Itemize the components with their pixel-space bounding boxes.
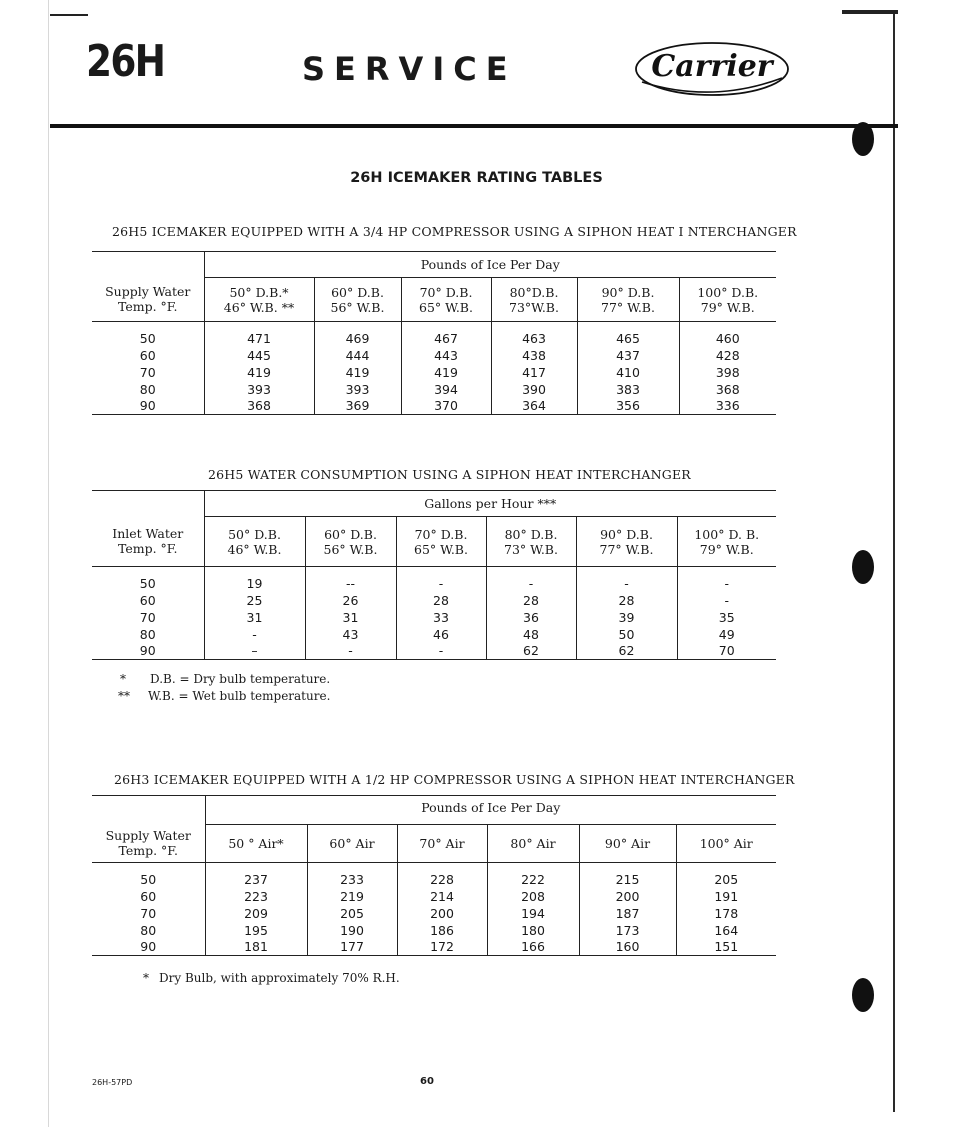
- table3-row-header: [92, 796, 205, 863]
- value-cell: 215: [579, 871, 676, 888]
- column-header: 70° D.B. 65° W.B.: [396, 517, 486, 567]
- temp-cell: 90: [92, 398, 204, 415]
- value-cell: 369: [314, 398, 401, 415]
- value-cell: 62: [576, 643, 677, 660]
- temp-cell: 90: [92, 643, 204, 660]
- column-header: 60° Air: [307, 825, 397, 863]
- temp-cell: 70: [139, 364, 156, 380]
- column-header: 50 ° Air*: [205, 825, 307, 863]
- table-row: [92, 330, 776, 347]
- value-cell: 370: [401, 398, 491, 415]
- punch-hole-3: [852, 978, 874, 1012]
- value-cell: 28: [486, 592, 576, 609]
- column-header: 80° D.B. 73° W.B.: [486, 517, 576, 567]
- punch-hole-1: [852, 122, 874, 156]
- value-cell: 166: [487, 939, 579, 956]
- footnote-text: D.B. = Dry bulb temperature.: [150, 672, 331, 686]
- table1-row-header: [92, 278, 204, 322]
- table-row: [92, 398, 776, 415]
- row-header-line1: Inlet Water: [112, 526, 184, 542]
- column-header: 70° Air: [397, 825, 487, 863]
- value-cell: 19: [204, 575, 305, 592]
- temp-cell: 80: [139, 381, 156, 397]
- corner-rule-left: [50, 14, 88, 16]
- value-cell: 393: [204, 381, 314, 398]
- value-cell: -: [396, 643, 486, 660]
- value-cell: 178: [676, 905, 776, 922]
- value-cell: -: [677, 575, 776, 592]
- ice-rating-table-26h5: [92, 251, 776, 415]
- value-cell: 28: [576, 592, 677, 609]
- header-rule: [50, 124, 898, 128]
- value-cell: 191: [676, 888, 776, 905]
- table-row: [92, 939, 776, 956]
- table-row: [92, 592, 776, 609]
- value-cell: 160: [579, 939, 676, 956]
- ice-rating-table-26h3: [92, 795, 776, 956]
- value-cell: 33: [396, 609, 486, 626]
- value-cell: 209: [205, 905, 307, 922]
- temp-cell: 80: [139, 626, 156, 642]
- punch-hole-2: [852, 550, 874, 584]
- row-header-line2: Temp. °F.: [118, 843, 178, 858]
- value-cell: 443: [401, 347, 491, 364]
- row-header-line1: Supply Water: [105, 828, 191, 843]
- column-header: 90° D.B. 77° W.B.: [576, 517, 677, 567]
- footnote-db: [120, 672, 330, 686]
- table-row: [92, 364, 776, 381]
- value-cell: 173: [579, 922, 676, 939]
- value-cell: 70: [677, 643, 776, 660]
- value-cell: 219: [307, 888, 397, 905]
- table-row: [92, 643, 776, 660]
- table3-group-header: Pounds of Ice Per Day: [205, 796, 776, 825]
- value-cell: 25: [204, 592, 305, 609]
- value-cell: 46: [396, 626, 486, 643]
- corner-rule-right: [842, 10, 898, 14]
- row-header-line1: Supply Water: [105, 284, 191, 300]
- logo-wordmark: Carrier: [651, 49, 773, 84]
- table-row: [92, 575, 776, 592]
- value-cell: 444: [314, 347, 401, 364]
- column-header: 60° D.B. 56° W.B.: [305, 517, 396, 567]
- column-header: 90° Air: [579, 825, 676, 863]
- temp-cell: 70: [139, 609, 156, 625]
- table1-group-header: Pounds of Ice Per Day: [204, 252, 776, 278]
- column-header: 90° D.B. 77° W.B.: [577, 278, 679, 322]
- footnote-wb: [118, 689, 330, 703]
- value-cell: 195: [205, 922, 307, 939]
- table-row: [92, 626, 776, 643]
- row-header-line2: Temp. °F.: [117, 299, 178, 315]
- value-cell: 31: [204, 609, 305, 626]
- value-cell: 172: [397, 939, 487, 956]
- value-cell: 463: [491, 330, 577, 347]
- column-header: 100° D.B. 79° W.B.: [679, 278, 776, 322]
- value-cell: 50: [576, 626, 677, 643]
- value-cell: 181: [205, 939, 307, 956]
- value-cell: 223: [205, 888, 307, 905]
- column-header: 100° Air: [676, 825, 776, 863]
- value-cell: 208: [487, 888, 579, 905]
- temp-cell: 60: [139, 347, 156, 363]
- value-cell: 36: [486, 609, 576, 626]
- value-cell: 336: [679, 398, 776, 415]
- value-cell: 31: [305, 609, 396, 626]
- value-cell: 228: [397, 871, 487, 888]
- temp-cell: 50: [139, 575, 156, 591]
- table1-title: 26H5 ICEMAKER EQUIPPED WITH A 3/4 HP COMPRESSOR USING A SIPHON HEAT I NTERCHANGER: [112, 224, 797, 239]
- temp-cell: 60: [140, 888, 157, 904]
- value-cell: -: [486, 575, 576, 592]
- footnote-air: [143, 971, 400, 985]
- value-cell: 35: [677, 609, 776, 626]
- column-header: 50° D.B.* 46° W.B. **: [204, 278, 314, 322]
- table2-corner: [92, 491, 204, 517]
- value-cell: 419: [314, 364, 401, 381]
- value-cell: -: [396, 575, 486, 592]
- footnote-mark: *: [120, 672, 126, 686]
- value-cell: 39: [576, 609, 677, 626]
- value-cell: 471: [204, 330, 314, 347]
- column-header: 70° D.B. 65° W.B.: [401, 278, 491, 322]
- column-header: 60° D.B. 56° W.B.: [314, 278, 401, 322]
- service-heading: SERVICE: [302, 50, 517, 88]
- water-consumption-table-26h5: [92, 490, 776, 660]
- value-cell: 437: [577, 347, 679, 364]
- value-cell: 190: [307, 922, 397, 939]
- value-cell: 233: [307, 871, 397, 888]
- value-cell: 49: [677, 626, 776, 643]
- table2-title: 26H5 WATER CONSUMPTION USING A SIPHON HEAT INTERCHANGER: [208, 467, 691, 482]
- table1-corner: [92, 252, 204, 278]
- value-cell: 177: [307, 939, 397, 956]
- value-cell: 368: [679, 381, 776, 398]
- value-cell: --: [305, 575, 396, 592]
- carrier-logo: [632, 38, 792, 100]
- column-header: 50° D.B. 46° W.B.: [204, 517, 305, 567]
- value-cell: 222: [487, 871, 579, 888]
- value-cell: 398: [679, 364, 776, 381]
- value-cell: 445: [204, 347, 314, 364]
- table2-row-header: [92, 517, 204, 567]
- value-cell: 467: [401, 330, 491, 347]
- value-cell: 419: [204, 364, 314, 381]
- page-title: 26H ICEMAKER RATING TABLES: [350, 170, 603, 186]
- footnote-text: Dry Bulb, with approximately 70% R.H.: [159, 971, 400, 985]
- value-cell: -: [204, 626, 305, 643]
- model-heading: 26H: [86, 36, 165, 87]
- temp-cell: 90: [92, 939, 205, 956]
- value-cell: 368: [204, 398, 314, 415]
- table-row: [92, 888, 776, 905]
- temp-cell: 60: [139, 592, 156, 608]
- value-cell: 469: [314, 330, 401, 347]
- value-cell: 393: [314, 381, 401, 398]
- document-code: 26H-57PD: [92, 1078, 133, 1087]
- value-cell: 205: [307, 905, 397, 922]
- value-cell: 62: [486, 643, 576, 660]
- temp-cell: 70: [140, 905, 157, 921]
- temp-cell: 80: [140, 922, 157, 938]
- value-cell: 48: [486, 626, 576, 643]
- column-header: 80°D.B. 73°W.B.: [491, 278, 577, 322]
- table-row: [92, 871, 776, 888]
- value-cell: 214: [397, 888, 487, 905]
- value-cell: 200: [579, 888, 676, 905]
- value-cell: 237: [205, 871, 307, 888]
- table-row: [92, 905, 776, 922]
- value-cell: 383: [577, 381, 679, 398]
- value-cell: 419: [401, 364, 491, 381]
- page-number: 60: [420, 1076, 434, 1087]
- value-cell: -: [576, 575, 677, 592]
- temp-cell: 50: [140, 871, 157, 887]
- value-cell: 151: [676, 939, 776, 956]
- value-cell: 26: [305, 592, 396, 609]
- value-cell: 428: [679, 347, 776, 364]
- value-cell: 186: [397, 922, 487, 939]
- table3-title: 26H3 ICEMAKER EQUIPPED WITH A 1/2 HP COMPRESSOR USING A SIPHON HEAT INTERCHANGER: [114, 772, 795, 787]
- table-row: [92, 381, 776, 398]
- value-cell: 410: [577, 364, 679, 381]
- column-header: 100° D. B. 79° W.B.: [677, 517, 776, 567]
- value-cell: 394: [401, 381, 491, 398]
- value-cell: 356: [577, 398, 679, 415]
- value-cell: 164: [676, 922, 776, 939]
- footnote-mark: **: [118, 689, 130, 703]
- value-cell: 364: [491, 398, 577, 415]
- value-cell: 200: [397, 905, 487, 922]
- table-row: [92, 609, 776, 626]
- table2-group-header: Gallons per Hour ***: [204, 491, 776, 517]
- table-row: [92, 922, 776, 939]
- value-cell: 417: [491, 364, 577, 381]
- value-cell: 28: [396, 592, 486, 609]
- value-cell: 438: [491, 347, 577, 364]
- value-cell: 390: [491, 381, 577, 398]
- footnote-text: W.B. = Wet bulb temperature.: [148, 689, 331, 703]
- footnote-mark: *: [143, 971, 149, 985]
- temp-cell: 50: [139, 330, 156, 346]
- value-cell: 43: [305, 626, 396, 643]
- value-cell: -: [677, 592, 776, 609]
- table-row: [92, 347, 776, 364]
- value-cell: -: [305, 643, 396, 660]
- row-header-line2: Temp. °F.: [117, 541, 178, 557]
- value-cell: 205: [676, 871, 776, 888]
- value-cell: 465: [577, 330, 679, 347]
- value-cell: –: [204, 643, 305, 660]
- value-cell: 187: [579, 905, 676, 922]
- value-cell: 180: [487, 922, 579, 939]
- value-cell: 194: [487, 905, 579, 922]
- value-cell: 460: [679, 330, 776, 347]
- column-header: 80° Air: [487, 825, 579, 863]
